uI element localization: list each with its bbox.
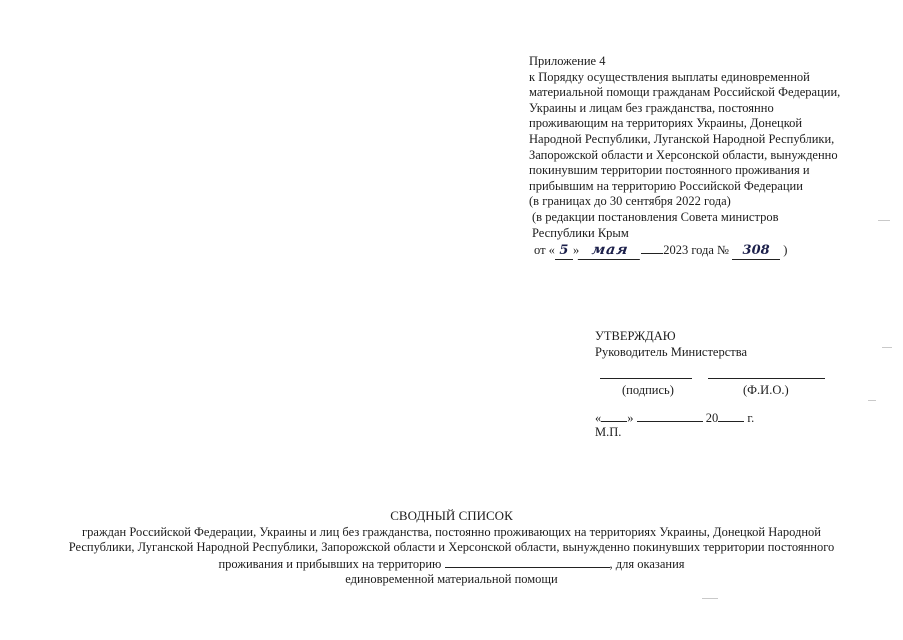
appendix-line: Запорожской области и Херсонской области, вынужденно bbox=[529, 147, 838, 162]
scan-speck bbox=[882, 347, 892, 348]
approval-block bbox=[595, 328, 855, 360]
date-close-quote: » bbox=[627, 411, 634, 425]
date-open-quote: « bbox=[595, 411, 602, 425]
signature-caption: (подпись) bbox=[622, 383, 674, 397]
scan-speck bbox=[868, 400, 876, 401]
appendix-line: прибывшим на территорию Российской Федерации bbox=[529, 178, 803, 193]
title-line: единовременной материальной помощи bbox=[345, 572, 558, 586]
appendix-line: (в границах до 30 сентября 2022 года) bbox=[529, 194, 731, 209]
appendix-line: к Порядку осуществления выплаты единовременной bbox=[529, 69, 810, 84]
approval-date-line bbox=[595, 410, 754, 426]
title-line: граждан Российской Федерации, Украины и лиц без гражданства, постоянно проживающих на территориях Украины, Донецкой Народной bbox=[82, 524, 821, 539]
appendix-line: проживающим на территориях Украины, Донецкой bbox=[529, 116, 803, 131]
day-blank bbox=[601, 410, 627, 422]
appendix-line: Украины и лицам без гражданства, постоянно bbox=[529, 100, 774, 115]
handwritten-month: мая bbox=[578, 243, 642, 260]
name-caption: (Ф.И.О.) bbox=[743, 383, 789, 397]
signature-row bbox=[600, 370, 840, 400]
date-prefix: от « bbox=[534, 243, 555, 258]
appendix-line: материальной помощи гражданам Российской Федерации, bbox=[529, 85, 841, 100]
month-blank bbox=[637, 410, 703, 422]
title-line bbox=[20, 556, 883, 573]
edition-date-line bbox=[529, 241, 889, 260]
territory-after: , для оказания bbox=[609, 556, 685, 571]
date-year-text: 2023 года № bbox=[663, 243, 729, 258]
title-block bbox=[20, 508, 883, 588]
document-heading: СВОДНЫЙ СПИСОК bbox=[390, 508, 513, 523]
title-line: Республики, Луганской Народной Республики, Запорожской области и Херсонской области, вынужденно покинувших территории постоянного bbox=[68, 540, 835, 554]
appendix-line: покинувшим территории постоянного проживания и bbox=[529, 163, 810, 178]
year-prefix: 20 bbox=[705, 411, 719, 425]
edition-line: (в редакции постановления Совета министров bbox=[532, 209, 779, 224]
year-blank bbox=[718, 410, 744, 422]
name-line bbox=[708, 378, 825, 379]
appendix-line: Народной Республики, Луганской Народной Республики, bbox=[529, 131, 835, 146]
appendix-line: Приложение 4 bbox=[529, 54, 606, 68]
approval-title: УТВЕРЖДАЮ bbox=[595, 329, 676, 343]
territory-before: проживания и прибывших на территорию bbox=[218, 556, 442, 571]
edition-line: Республики Крым bbox=[532, 225, 629, 240]
handwritten-day: 5 bbox=[555, 243, 573, 260]
territory-blank bbox=[445, 556, 610, 568]
signature-line bbox=[600, 378, 692, 379]
scan-speck bbox=[878, 220, 890, 221]
handwritten-number: 308 bbox=[732, 243, 780, 260]
date-suffix: ) bbox=[783, 243, 788, 258]
date-mid: » bbox=[572, 243, 580, 258]
appendix-block bbox=[529, 54, 889, 260]
stamp-place: М.П. bbox=[595, 425, 622, 439]
scan-speck bbox=[702, 598, 718, 599]
approval-position: Руководитель Министерства bbox=[595, 345, 748, 359]
month-underline bbox=[641, 241, 663, 254]
year-suffix: г. bbox=[747, 411, 755, 425]
